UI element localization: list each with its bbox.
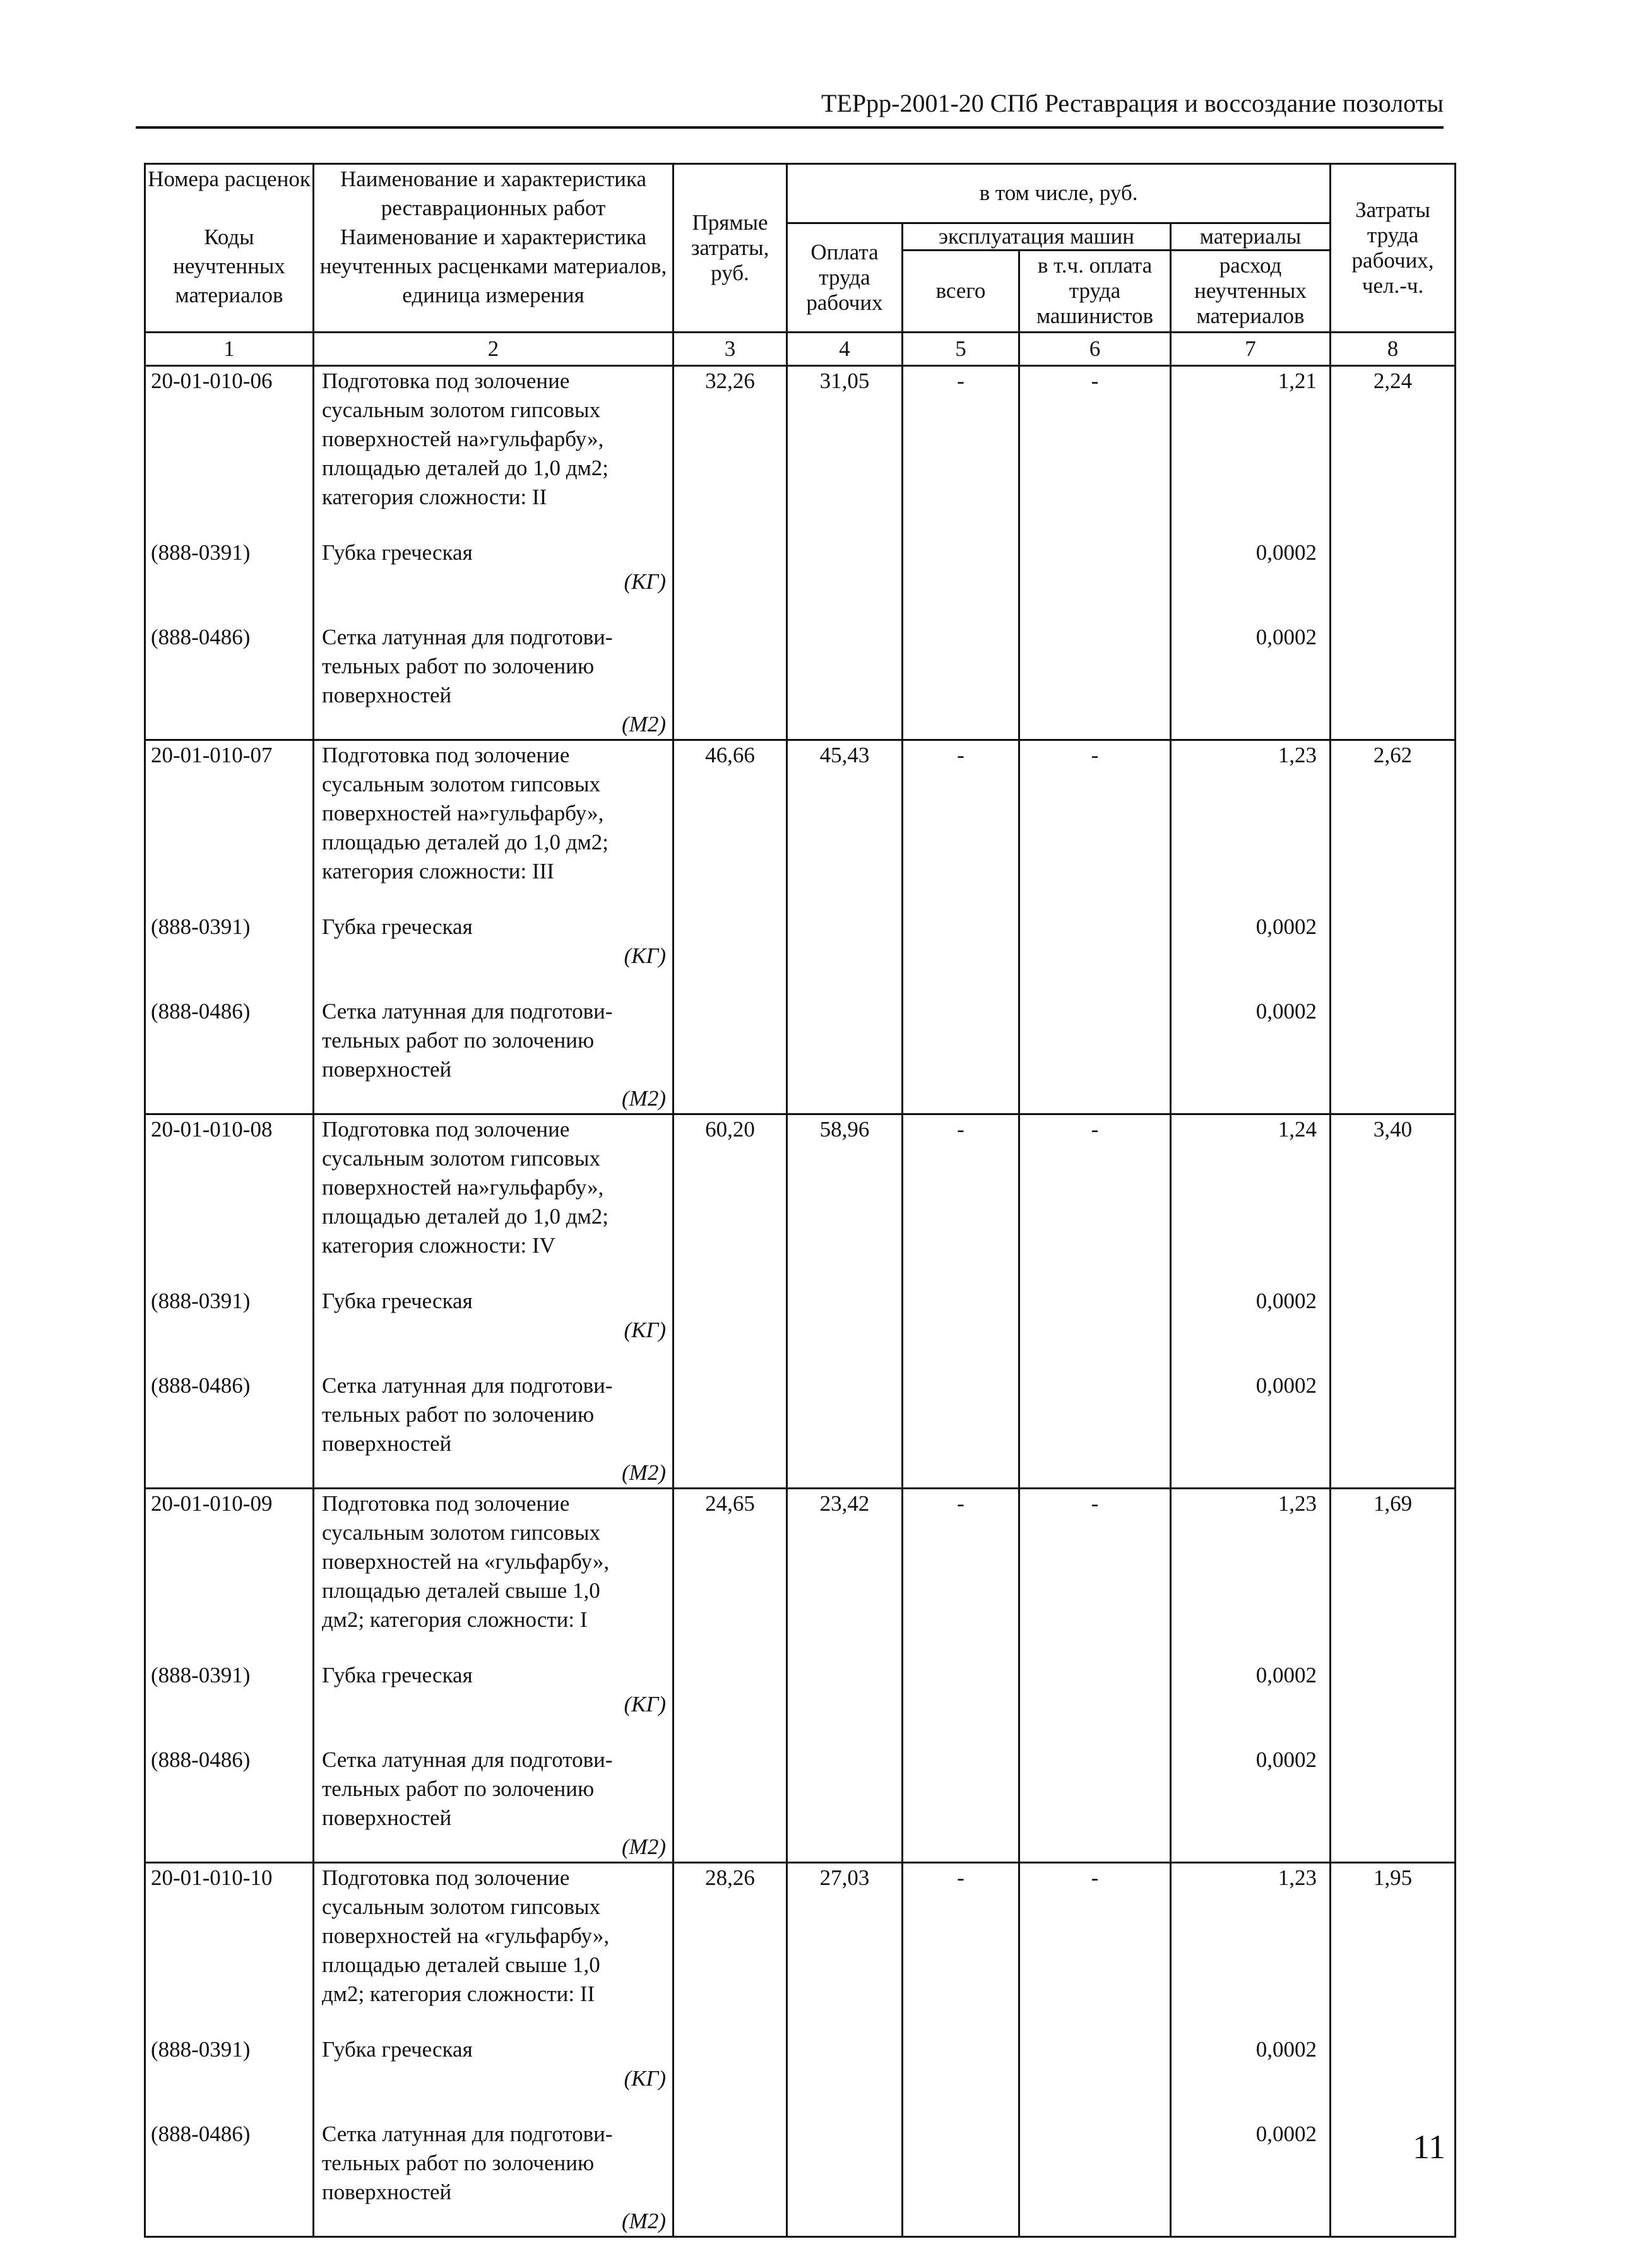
material-quantity: 0,0002 bbox=[1171, 1371, 1331, 1489]
material-unit: (М2) bbox=[622, 1834, 666, 1859]
spacer-cell bbox=[314, 1634, 674, 1661]
material-description-line: Сетка латунная для подготови- bbox=[322, 2121, 613, 2146]
spacer-cell bbox=[314, 596, 674, 623]
machinists-pay-value: - bbox=[1019, 1114, 1171, 1488]
material-description bbox=[314, 997, 674, 1114]
material-quantity: 0,0002 bbox=[1171, 2120, 1331, 2237]
spacer-cell bbox=[145, 1260, 314, 1287]
material-unit: (КГ) bbox=[624, 2065, 666, 2091]
spacer-cell bbox=[1171, 512, 1331, 538]
header-material-usage: расход неучтенных материалов bbox=[1171, 250, 1331, 332]
rate-description-line: площадью деталей до 1,0 дм2; bbox=[322, 829, 608, 854]
material-quantity: 0,0002 bbox=[1171, 1745, 1331, 1863]
spacer-cell bbox=[314, 2009, 674, 2035]
rate-description-line: поверхностей на «гульфарбу», bbox=[322, 1549, 610, 1574]
rate-description-line: площадью деталей свыше 1,0 bbox=[322, 1952, 600, 1977]
page-header-title: ТЕРрр-2001-20 СПб Реставрация и воссоздание позолоты bbox=[821, 89, 1444, 117]
col-number: 2 bbox=[314, 332, 674, 365]
direct-cost-value: 46,66 bbox=[674, 740, 787, 1114]
spacer-cell bbox=[145, 2093, 314, 2120]
header-including-group: в том числе, руб. bbox=[787, 164, 1331, 223]
material-description-line: поверхностей bbox=[322, 1431, 452, 1456]
spacer-cell bbox=[1171, 596, 1331, 623]
rate-row bbox=[145, 1862, 1456, 2009]
workers-pay-value: 45,43 bbox=[787, 740, 903, 1114]
rate-description bbox=[314, 1862, 674, 2009]
material-code: (888-0486) bbox=[145, 997, 314, 1114]
material-code: (888-0391) bbox=[145, 913, 314, 971]
materials-value: 1,23 bbox=[1171, 740, 1331, 886]
header-workers-pay: Оплата труда рабочих bbox=[787, 223, 903, 332]
rate-description-line: площадью деталей до 1,0 дм2; bbox=[322, 455, 608, 480]
machines-total-value: - bbox=[903, 365, 1019, 740]
material-description-line: поверхностей bbox=[322, 2179, 452, 2204]
spacer-cell bbox=[145, 1345, 314, 1371]
header-material-name: Наименование и характеристика неучтенных расценками материалов, единица измерения bbox=[314, 223, 674, 332]
material-description bbox=[314, 1287, 674, 1345]
rate-row bbox=[145, 365, 1456, 512]
labor-hours-value: 3,40 bbox=[1331, 1114, 1456, 1488]
material-code: (888-0486) bbox=[145, 2120, 314, 2237]
machinists-pay-value: - bbox=[1019, 365, 1171, 740]
material-code: (888-0486) bbox=[145, 1745, 314, 1863]
rate-description-line: сусальным золотом гипсовых bbox=[322, 1520, 601, 1545]
header-materials: материалы bbox=[1171, 223, 1331, 250]
material-unit: (М2) bbox=[622, 1460, 666, 1485]
materials-value: 1,23 bbox=[1171, 1862, 1331, 2009]
col-number: 5 bbox=[903, 332, 1019, 365]
rate-description-line: Подготовка под золочение bbox=[322, 742, 570, 767]
labor-hours-value: 1,69 bbox=[1331, 1488, 1456, 1862]
machines-total-value: - bbox=[903, 1114, 1019, 1488]
header-rate-numbers: Номера расценок bbox=[145, 164, 314, 223]
material-description-line: тельных работ по золочению bbox=[322, 1027, 595, 1053]
material-description bbox=[314, 623, 674, 740]
spacer-cell bbox=[314, 971, 674, 997]
material-unit: (М2) bbox=[622, 711, 666, 736]
material-description-line: тельных работ по золочению bbox=[322, 653, 595, 678]
rate-description-line: поверхностей на «гульфарбу», bbox=[322, 1923, 610, 1948]
materials-value: 1,23 bbox=[1171, 1488, 1331, 1634]
materials-value: 1,21 bbox=[1171, 365, 1331, 512]
rate-description-line: поверхностей на»гульфарбу», bbox=[322, 426, 604, 451]
labor-hours-value: 2,62 bbox=[1331, 740, 1456, 1114]
material-description-line: поверхностей bbox=[322, 1056, 452, 1082]
rate-code: 20-01-010-06 bbox=[145, 365, 314, 512]
material-description-line: Сетка латунная для подготови- bbox=[322, 998, 613, 1024]
rate-description-line: дм2; категория сложности: I bbox=[322, 1607, 588, 1632]
workers-pay-value: 58,96 bbox=[787, 1114, 903, 1488]
rate-description-line: площадью деталей свыше 1,0 bbox=[322, 1578, 600, 1603]
rate-code: 20-01-010-08 bbox=[145, 1114, 314, 1260]
spacer-cell bbox=[1171, 1719, 1331, 1745]
material-description-line: поверхностей bbox=[322, 1805, 452, 1830]
rate-description bbox=[314, 365, 674, 512]
labor-hours-value: 1,95 bbox=[1331, 1862, 1456, 2236]
spacer-cell bbox=[1171, 1260, 1331, 1287]
material-description bbox=[314, 1745, 674, 1863]
material-quantity: 0,0002 bbox=[1171, 623, 1331, 740]
rate-description-line: Подготовка под золочение bbox=[322, 1116, 570, 1142]
material-description-line: Губка греческая bbox=[322, 540, 473, 565]
material-unit: (М2) bbox=[622, 2208, 666, 2233]
spacer-cell bbox=[314, 1719, 674, 1745]
page-number: 11 bbox=[1413, 2128, 1445, 2166]
workers-pay-value: 27,03 bbox=[787, 1862, 903, 2236]
direct-cost-value: 28,26 bbox=[674, 1862, 787, 2236]
material-quantity: 0,0002 bbox=[1171, 1661, 1331, 1719]
material-unit: (КГ) bbox=[624, 943, 666, 968]
material-unit: (КГ) bbox=[624, 1691, 666, 1716]
rate-description-line: сусальным золотом гипсовых bbox=[322, 1145, 601, 1171]
material-description bbox=[314, 538, 674, 596]
material-unit: (М2) bbox=[622, 1085, 666, 1111]
col-number: 3 bbox=[674, 332, 787, 365]
material-description-line: тельных работ по золочению bbox=[322, 2150, 595, 2175]
header-machines-total: всего bbox=[903, 250, 1019, 332]
material-quantity: 0,0002 bbox=[1171, 913, 1331, 971]
col-number: 4 bbox=[787, 332, 903, 365]
materials-value: 1,24 bbox=[1171, 1114, 1331, 1260]
material-description-line: Сетка латунная для подготови- bbox=[322, 1373, 613, 1398]
rate-description-line: Подготовка под золочение bbox=[322, 368, 570, 393]
material-description-line: Губка греческая bbox=[322, 1662, 473, 1687]
spacer-cell bbox=[1171, 2093, 1331, 2120]
material-quantity: 0,0002 bbox=[1171, 538, 1331, 596]
workers-pay-value: 31,05 bbox=[787, 365, 903, 740]
rate-description-line: Подготовка под золочение bbox=[322, 1865, 570, 1890]
rate-description-line: Подготовка под золочение bbox=[322, 1491, 570, 1516]
machines-total-value: - bbox=[903, 1862, 1019, 2236]
spacer-cell bbox=[145, 596, 314, 623]
header-machines: эксплуатация машин bbox=[903, 223, 1171, 250]
rate-description-line: поверхностей на»гульфарбу», bbox=[322, 1174, 604, 1200]
spacer-cell bbox=[1171, 1345, 1331, 1371]
material-quantity: 0,0002 bbox=[1171, 1287, 1331, 1345]
rate-row bbox=[145, 740, 1456, 886]
rate-description-line: категория сложности: IV bbox=[322, 1232, 555, 1258]
spacer-cell bbox=[145, 971, 314, 997]
spacer-cell bbox=[314, 1260, 674, 1287]
header-machinists-pay: в т.ч. оплата труда машинистов bbox=[1019, 250, 1171, 332]
material-description-line: Сетка латунная для подготови- bbox=[322, 624, 613, 649]
col-number: 8 bbox=[1331, 332, 1456, 365]
spacer-cell bbox=[145, 886, 314, 913]
rate-description-line: сусальным золотом гипсовых bbox=[322, 397, 601, 422]
material-description bbox=[314, 2035, 674, 2093]
spacer-cell bbox=[314, 2093, 674, 2120]
material-unit: (КГ) bbox=[624, 569, 666, 594]
rate-description-line: дм2; категория сложности: II bbox=[322, 1981, 595, 2006]
direct-cost-value: 24,65 bbox=[674, 1488, 787, 1862]
material-description-line: Губка греческая bbox=[322, 914, 473, 939]
material-quantity: 0,0002 bbox=[1171, 997, 1331, 1114]
material-description-line: Сетка латунная для подготови- bbox=[322, 1747, 613, 1772]
header-labor-hours: Затраты труда рабочих, чел.-ч. bbox=[1331, 164, 1456, 333]
machinists-pay-value: - bbox=[1019, 1862, 1171, 2236]
material-code: (888-0391) bbox=[145, 2035, 314, 2093]
spacer-cell bbox=[145, 2009, 314, 2035]
spacer-cell bbox=[1171, 2009, 1331, 2035]
rates-table bbox=[144, 163, 1456, 2238]
header-rule bbox=[136, 126, 1444, 129]
material-description bbox=[314, 1661, 674, 1719]
rate-code: 20-01-010-07 bbox=[145, 740, 314, 886]
material-code: (888-0391) bbox=[145, 538, 314, 596]
material-code: (888-0486) bbox=[145, 1371, 314, 1489]
machinists-pay-value: - bbox=[1019, 1488, 1171, 1862]
col-number: 6 bbox=[1019, 332, 1171, 365]
material-description bbox=[314, 913, 674, 971]
spacer-cell bbox=[1171, 971, 1331, 997]
material-unit: (КГ) bbox=[624, 1317, 666, 1342]
rate-row bbox=[145, 1488, 1456, 1634]
material-code: (888-0391) bbox=[145, 1287, 314, 1345]
direct-cost-value: 32,26 bbox=[674, 365, 787, 740]
rate-description-line: категория сложности: III bbox=[322, 858, 554, 883]
header-direct-costs: Прямые затраты, руб. bbox=[674, 164, 787, 333]
material-description bbox=[314, 2120, 674, 2237]
rate-description bbox=[314, 1488, 674, 1634]
header-work-name: Наименование и характеристика реставрационных работ bbox=[314, 164, 674, 223]
rate-description bbox=[314, 1114, 674, 1260]
spacer-cell bbox=[314, 512, 674, 538]
material-description-line: Губка греческая bbox=[322, 2036, 473, 2062]
col-number: 7 bbox=[1171, 332, 1331, 365]
rate-description-line: поверхностей на»гульфарбу», bbox=[322, 800, 604, 825]
material-description-line: Губка греческая bbox=[322, 1288, 473, 1313]
labor-hours-value: 2,24 bbox=[1331, 365, 1456, 740]
spacer-cell bbox=[314, 886, 674, 913]
spacer-cell bbox=[1171, 886, 1331, 913]
rate-description-line: категория сложности: II bbox=[322, 484, 547, 509]
rate-description-line: сусальным золотом гипсовых bbox=[322, 1894, 601, 1919]
rate-description bbox=[314, 740, 674, 886]
rate-description-line: площадью деталей до 1,0 дм2; bbox=[322, 1203, 608, 1229]
material-description-line: тельных работ по золочению bbox=[322, 1776, 595, 1801]
header-material-codes: Коды неучтенных материалов bbox=[145, 223, 314, 332]
spacer-cell bbox=[1171, 1634, 1331, 1661]
machines-total-value: - bbox=[903, 1488, 1019, 1862]
workers-pay-value: 23,42 bbox=[787, 1488, 903, 1862]
spacer-cell bbox=[314, 1345, 674, 1371]
material-code: (888-0486) bbox=[145, 623, 314, 740]
col-number: 1 bbox=[145, 332, 314, 365]
material-description bbox=[314, 1371, 674, 1489]
rate-description-line: сусальным золотом гипсовых bbox=[322, 771, 601, 796]
rate-row bbox=[145, 1114, 1456, 1260]
material-quantity: 0,0002 bbox=[1171, 2035, 1331, 2093]
rate-code: 20-01-010-10 bbox=[145, 1862, 314, 2009]
direct-cost-value: 60,20 bbox=[674, 1114, 787, 1488]
spacer-cell bbox=[145, 1719, 314, 1745]
spacer-cell bbox=[145, 512, 314, 538]
spacer-cell bbox=[145, 1634, 314, 1661]
machinists-pay-value: - bbox=[1019, 740, 1171, 1114]
rate-code: 20-01-010-09 bbox=[145, 1488, 314, 1634]
material-code: (888-0391) bbox=[145, 1661, 314, 1719]
machines-total-value: - bbox=[903, 740, 1019, 1114]
material-description-line: тельных работ по золочению bbox=[322, 1402, 595, 1427]
material-description-line: поверхностей bbox=[322, 682, 452, 707]
